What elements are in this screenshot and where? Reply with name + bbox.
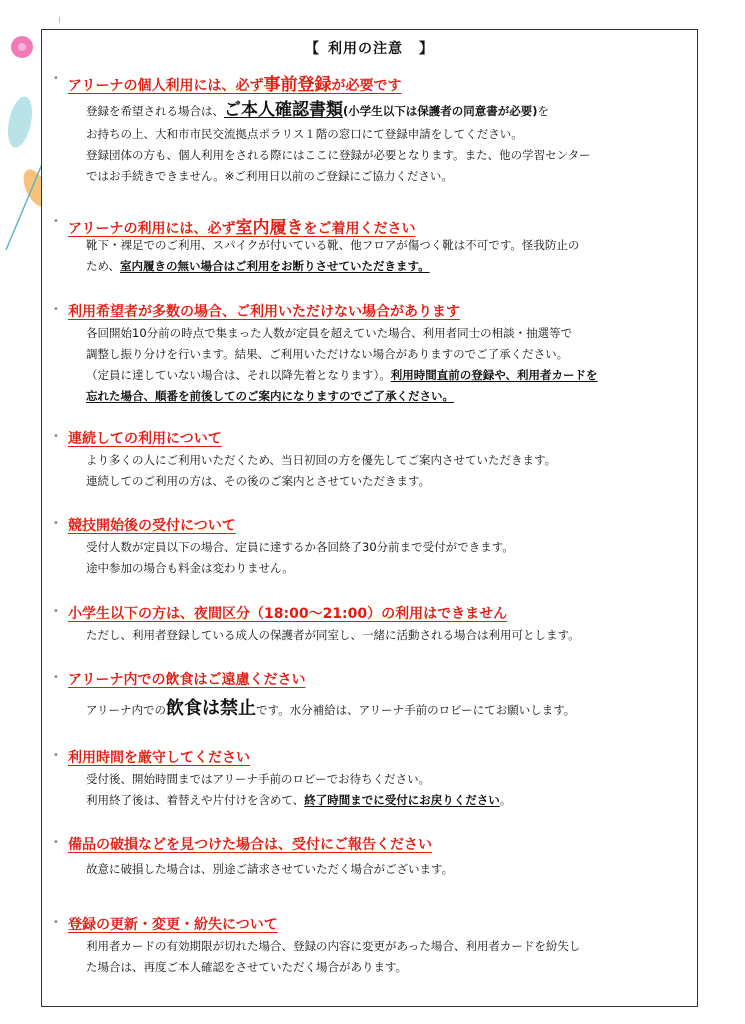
section-body: ただし、利用者登録している成人の保護者が同室し、一緒に活動される場合は利用可とします。: [86, 628, 580, 642]
bullet-icon: •: [53, 431, 59, 442]
section-heading: 備品の破損などを見つけた場合は、受付にご報告ください: [68, 837, 432, 853]
section-heading: アリーナの利用には、必ず室内履きをご着用ください: [68, 218, 416, 238]
section-body: 受付後、開始時間まではアリーナ手前のロビーでお待ちください。 利用終了後は、着替えや片付けを含めて、終了時間までに受付にお戻りください。: [86, 772, 512, 807]
section-body: 受付人数が定員以下の場合、定員に達するか各回終了30分前まで受付ができます。 途中参加の場合も料金は変わりません。: [86, 540, 514, 575]
section-body: 故意に破損した場合は、別途ご請求させていただく場合がございます。: [86, 862, 454, 876]
section-heading: アリーナの個人利用には、必ず事前登録が必要です: [68, 75, 402, 95]
section-body: 各回開始10分前の時点で集まった人数が定員を超えていた場合、利用者同士の相談・抽選等で 調整し振り分けを行います。結果、ご利用いただけない場合がありますのでご了承ください。 （定員に達していない場合は、それ以降先着となります）。利用時間直前の登録や、利用者カードを 忘れた場合、順番を前後してのご案内になりますのでご了承ください。: [86, 326, 598, 403]
section-body: より多くの人にご利用いただくため、当日初回の方を優先してご案内させていただきます。 連続してのご利用の方は、その後のご案内とさせていただきます。: [86, 453, 557, 488]
page-title: [42, 38, 697, 58]
teal-leaf: [4, 94, 36, 149]
section-body: 靴下・裸足でのご利用、スパイクが付いている靴、他フロアが傷つく靴は不可です。怪我防止の ため、室内履きの無い場合はご利用をお断りさせていただきます。: [86, 238, 580, 273]
section-heading: アリーナ内での飲食はご遠慮ください: [68, 672, 306, 688]
bullet-icon: •: [53, 606, 59, 617]
title-text: 利用の注意: [328, 41, 403, 57]
bullet-icon: •: [53, 837, 59, 848]
section-heading: 小学生以下の方は、夜間区分（18:00～21:00）の利用はできません: [68, 606, 508, 622]
pink-flower-center: [18, 43, 26, 51]
title-bracket-close: 】: [419, 41, 434, 57]
section-heading: 連続しての利用について: [68, 431, 222, 447]
section-heading: 利用希望者が多数の場合、ご利用いただけない場合があります: [68, 304, 460, 320]
section-heading: 競技開始後の受付について: [68, 518, 236, 534]
section-heading: 利用時間を厳守してください: [68, 750, 250, 766]
bullet-icon: •: [53, 750, 59, 761]
section-body: 登録を希望される場合は、ご本人確認書類(小学生以下は保護者の同意書が必要)を お持ちの上、大和市市民交流拠点ポラリス１階の窓口にて登録申請をしてください。 登録団体の方も、個人利用をされる際にはここに登録が必要となります。また、他の学習センター ではお手続きできません。※ご利用日以前のご登録にご協力ください。: [86, 100, 591, 183]
section-body: 利用者カードの有効期限が切れた場合、登録の内容に変更があった場合、利用者カードを紛失し た場合は、再度ご本人確認をさせていただく場合があります。: [86, 939, 581, 974]
section-heading: 登録の更新・変更・紛失について: [68, 917, 278, 933]
bullet-icon: •: [53, 672, 59, 683]
title-bracket-open: 【: [305, 41, 320, 57]
bullet-icon: •: [53, 917, 59, 928]
bullet-icon: •: [53, 73, 59, 84]
notice-frame: [41, 29, 698, 1007]
bullet-icon: •: [53, 518, 59, 529]
bullet-icon: •: [53, 304, 59, 315]
section-body: アリーナ内での飲食は禁止です。水分補給は、アリーナ手前のロビーにてお願いします。: [86, 698, 576, 719]
bullet-icon: •: [53, 216, 59, 227]
